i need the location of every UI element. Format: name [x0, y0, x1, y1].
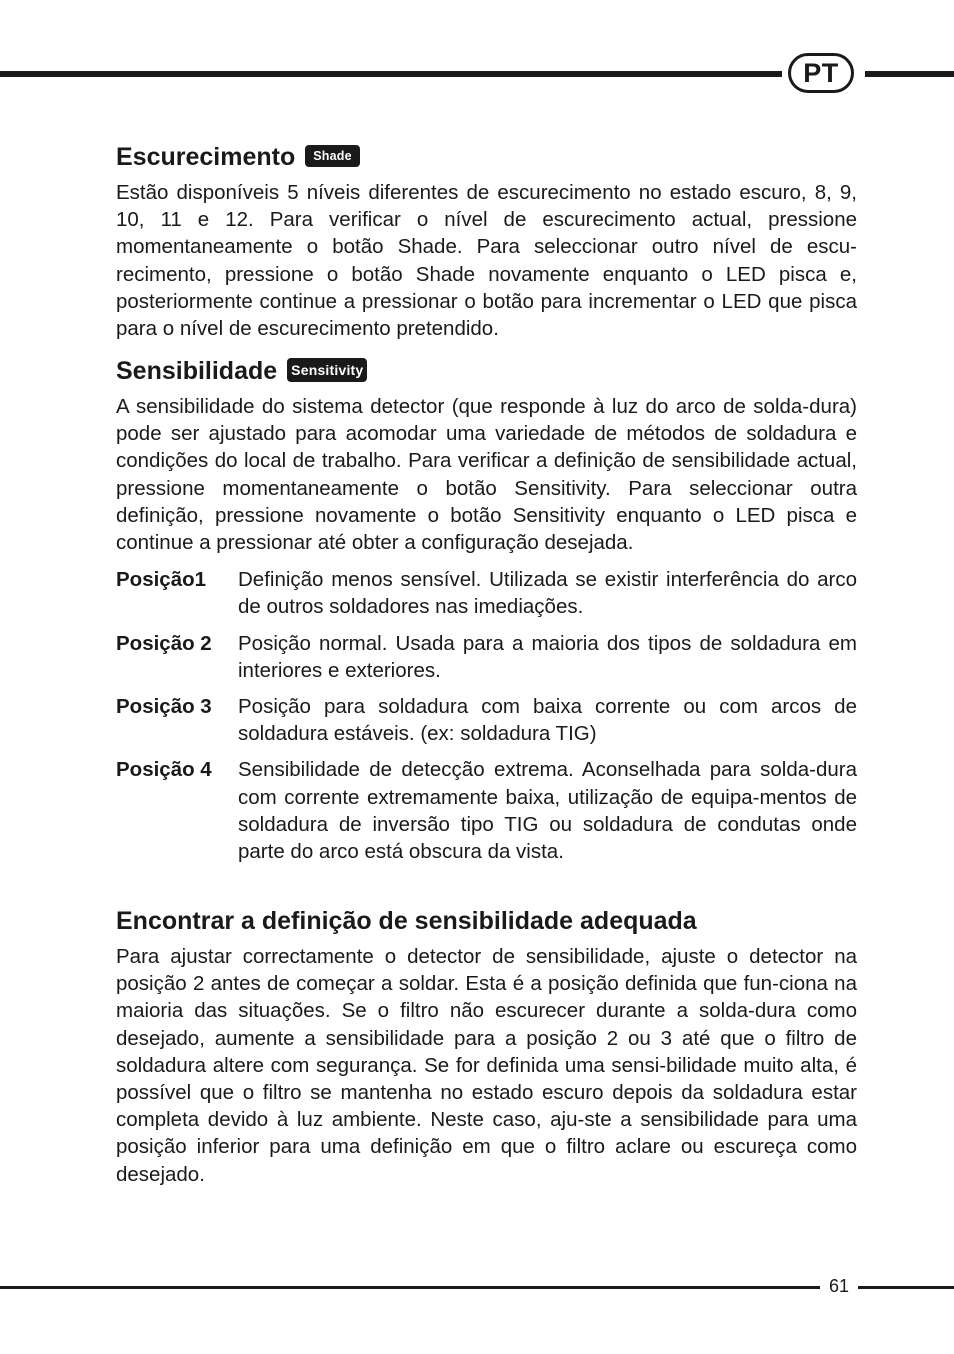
- shade-heading-text: Escurecimento: [116, 143, 296, 171]
- section-sensitivity: [116, 356, 857, 865]
- footer-rule-left: [0, 1286, 820, 1289]
- page-number: 61: [828, 1276, 850, 1296]
- position-description: Posição para soldadura com baixa corrente ou com arcos de soldadura estáveis. (ex: soldadura TIG): [238, 695, 857, 746]
- sensitivity-button-icon: Sensitivity: [287, 358, 367, 382]
- section-adjust: [116, 906, 857, 1188]
- adjust-paragraph: Para ajustar correctamente o detector de sensibilidade, ajuste o detector na posição 2 antes de começar a soldar. Esta é a posição definida que fun-ciona na maioria das situações. Se o filtro não escurecer durante a solda-dura como desejado, aumente a sensibilidade para a posição 2 ou 3 até que o filtro de soldadura altere com segurança. Se for definida uma sensi-bilidade muito alta, é possível que o filtro se mantenha no estado escuro depois da soldadura estar completa devido à luz ambiente. Neste caso, aju-ste a sensibilidade para uma posição inferior para uma definição em que o filtro aclare ou escureça como desejado.: [116, 945, 857, 1186]
- position-description: Sensibilidade de detecção extrema. Aconselhada para solda-dura com corrente extremamente baixa, utilização de equipa-mentos de soldadura de inversão tipo TIG ou soldadura de condutas onde parte do arco está obscura da vista.: [238, 758, 857, 864]
- sensitivity-heading-text: Sensibilidade: [116, 357, 278, 385]
- position-label: Posição1: [116, 568, 207, 592]
- position-description: Definição menos sensível. Utilizada se existir interferência do arco de outros soldadores nas imediações.: [238, 568, 857, 619]
- language-badge: PT: [788, 53, 854, 93]
- section-title-sensitivity: [116, 356, 857, 386]
- position-item: [116, 630, 857, 684]
- section-title-shade: [116, 142, 857, 172]
- position-label: Posição 3: [116, 695, 212, 719]
- position-item: [116, 756, 857, 865]
- position-label: Posição 4: [116, 758, 212, 782]
- position-label: Posição 2: [116, 631, 212, 655]
- sensitivity-paragraph: A sensibilidade do sistema detector (que responde à luz do arco de solda-dura) pode ser ajustado para acomodar uma variedade de métodos de soldadura e condições do local de trabalho. Para verificar a definição de sensibilidade actual, pressione momentaneamente o botão Sensitivity. Para seleccionar outra definição, pressione novamente o botão Sensitivity enquanto o LED pisca e continue a pressionar até obter a configuração desejada.: [116, 395, 857, 555]
- section-title-adjust: Encontrar a definição de sensibilidade adequada: [116, 907, 697, 935]
- position-item: [116, 566, 857, 620]
- header-rule-left: [0, 71, 782, 77]
- footer-rule-right: [858, 1286, 954, 1289]
- shade-paragraph: Estão disponíveis 5 níveis diferentes de escurecimento no estado escuro, 8, 9, 10, 11 e 12. Para verificar o nível de escurecimento actual, pressione momentaneamente o botão Shade. Para seleccionar outro nível de escu-recimento, pressione o botão Shade novamente enquanto o LED pisca e, posteriormente continue a pressionar o botão para incrementar o LED que pisca para o nível de escurecimento pretendido.: [116, 181, 857, 341]
- shade-button-icon: Shade: [305, 145, 360, 167]
- position-item: [116, 693, 857, 747]
- section-shade: [116, 142, 857, 342]
- header-rule-right: [865, 71, 954, 77]
- position-description: Posição normal. Usada para a maioria dos tipos de soldadura em interiores e exteriores.: [238, 631, 857, 682]
